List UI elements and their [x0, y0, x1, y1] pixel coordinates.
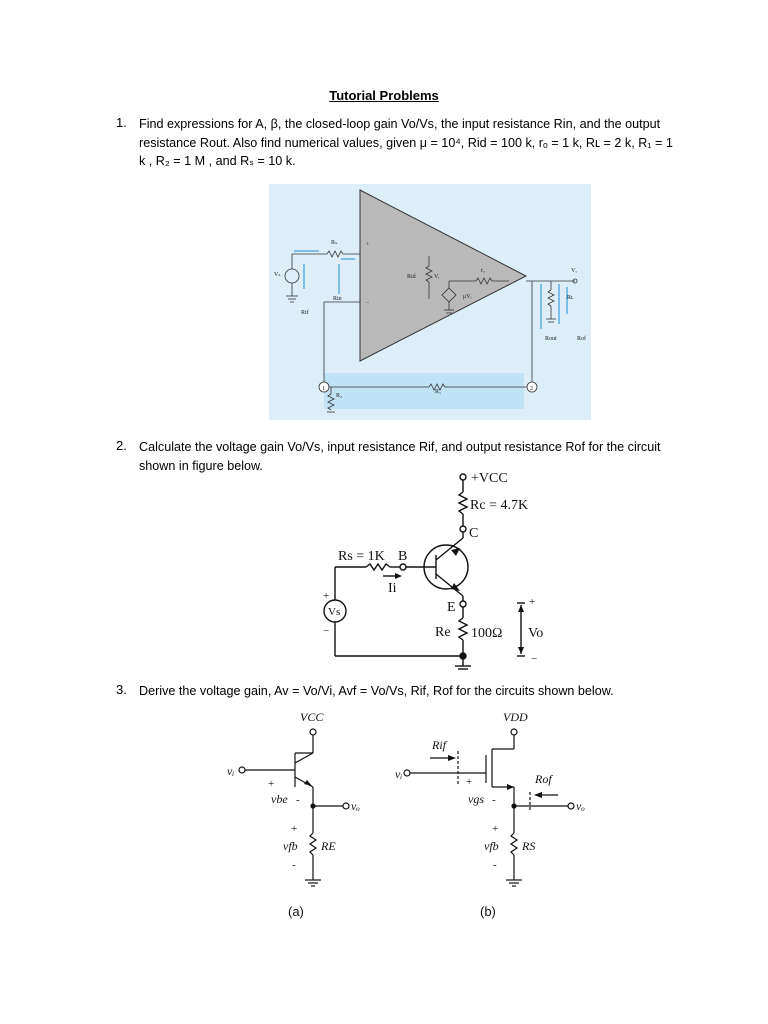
fig2-vo-plus: + — [529, 596, 536, 608]
fig1-rin-label: Rin — [333, 296, 342, 302]
problem-1-number: 1. — [116, 115, 127, 130]
fig2-re-value: 100Ω — [471, 626, 503, 641]
fig1-rid-label: Rid — [407, 274, 416, 280]
fig2-re-label: Re — [435, 625, 451, 640]
fig2-b-label: B — [398, 549, 408, 564]
fig1-rof-label: Rof — [577, 336, 586, 342]
fig2-rc-label: Rc = 4.7K — [470, 498, 529, 513]
fig2-vo-label: Vo — [528, 626, 544, 641]
fig3a-vfb-plus: + — [291, 823, 298, 835]
figure-1-feedback-amplifier — [269, 184, 591, 420]
fig3a-vo-label: vₒ — [351, 799, 360, 813]
fig2-c-label: C — [469, 526, 479, 541]
figure-3b-source-follower — [390, 705, 600, 920]
fig2-e-label: E — [447, 600, 456, 615]
fig3b-vo-label: vₒ — [576, 799, 585, 813]
fig2-vo-minus: − — [531, 653, 538, 665]
fig1-rl-label: Rʟ — [567, 295, 574, 301]
fig1-rs-label: Rₛ — [331, 240, 338, 246]
fig3b-vgs-minus: - — [492, 794, 496, 806]
fig1-plus-input: + — [366, 242, 370, 248]
problem-3-text — [139, 682, 684, 701]
fig2-ii-label: Ii — [388, 581, 397, 596]
fig3a-vbe-plus: + — [268, 778, 275, 790]
fig3a-caption: (a) — [288, 904, 304, 919]
fig3b-vgs-label: vgs — [468, 792, 484, 806]
fig2-vs-label: Vs — [328, 606, 341, 618]
problem-2-number: 2. — [116, 438, 127, 453]
figure-2-common-collector-circuit — [310, 468, 560, 673]
fig2-vs-minus: − — [323, 625, 330, 637]
fig3b-vfb-minus: - — [493, 859, 497, 871]
fig3b-vi-label: vᵢ — [395, 767, 403, 781]
problem-1-line-1: Find expressions for A, β, the closed-loop gain Vo/Vs, the input resistance Rin, and the output — [139, 117, 661, 131]
problem-1-line-2: resistance Rout. Also find numerical values, given μ = 10⁴, Rid = 100 k, rₒ = 1 k, Rʟ = 2 k, R₁ = 1 — [139, 135, 673, 150]
fig3a-vi-label: vᵢ — [227, 764, 235, 778]
fig1-vi-label: Vᵢ — [434, 274, 440, 280]
fig1-r2-label: R₂ — [336, 393, 343, 399]
fig1-vs-label: Vₛ — [274, 272, 281, 278]
figure-3a-emitter-follower — [225, 705, 375, 920]
problem-1-line-3: k , R₂ = 1 M , and Rₛ = 10 k. — [139, 154, 296, 168]
fig1-rif-label: Rif — [301, 310, 309, 316]
fig1-rout-label: Rout — [545, 336, 557, 342]
problem-3-line-1: Derive the voltage gain, Av = Vo/Vi, Avf = Vo/Vs, Rif, Rof for the circuits shown below. — [139, 684, 614, 698]
fig3b-vfb-label: vfb — [484, 839, 499, 853]
fig3b-rs-label: RS — [522, 839, 536, 853]
fig3a-vbe-label: vbe — [271, 792, 288, 806]
fig3b-caption: (b) — [480, 904, 496, 919]
fig3a-vfb-label: vfb — [283, 839, 298, 853]
problem-2-line-1: Calculate the voltage gain Vo/Vs, input resistance Rif, and output resistance Rof for the circuit — [139, 440, 661, 454]
fig3b-rif-label: Rif — [432, 738, 446, 752]
fig3a-vbe-minus: - — [296, 794, 300, 806]
problem-2-line-2: shown in figure below. — [139, 458, 263, 473]
fig3a-re-label: RE — [321, 839, 336, 853]
page-title: Tutorial Problems — [329, 88, 439, 103]
fig1-node-2: 2 — [530, 386, 533, 392]
fig1-minus-input: − — [366, 300, 370, 306]
problem-3-number: 3. — [116, 682, 127, 697]
fig2-rs-label: Rs = 1K — [338, 549, 385, 564]
fig3b-vgs-plus: + — [466, 776, 473, 788]
fig1-r1-label: R₁ — [435, 389, 442, 395]
fig1-mu-vi-label: μVᵢ — [463, 294, 472, 300]
fig3a-vcc-label: VCC — [300, 710, 324, 724]
fig3b-rof-label: Rof — [535, 772, 552, 786]
fig1-node-1: 1 — [322, 386, 325, 392]
fig1-ro-label: rₒ — [481, 268, 485, 274]
fig3a-vfb-minus: - — [292, 859, 296, 871]
fig3b-vfb-plus: + — [492, 823, 499, 835]
problem-1-text — [139, 115, 684, 171]
fig1-vo-label: Vₒ — [571, 268, 578, 274]
fig2-vs-plus: + — [323, 590, 330, 602]
fig3b-vdd-label: VDD — [503, 710, 528, 724]
fig2-vcc-label: +VCC — [471, 471, 508, 486]
